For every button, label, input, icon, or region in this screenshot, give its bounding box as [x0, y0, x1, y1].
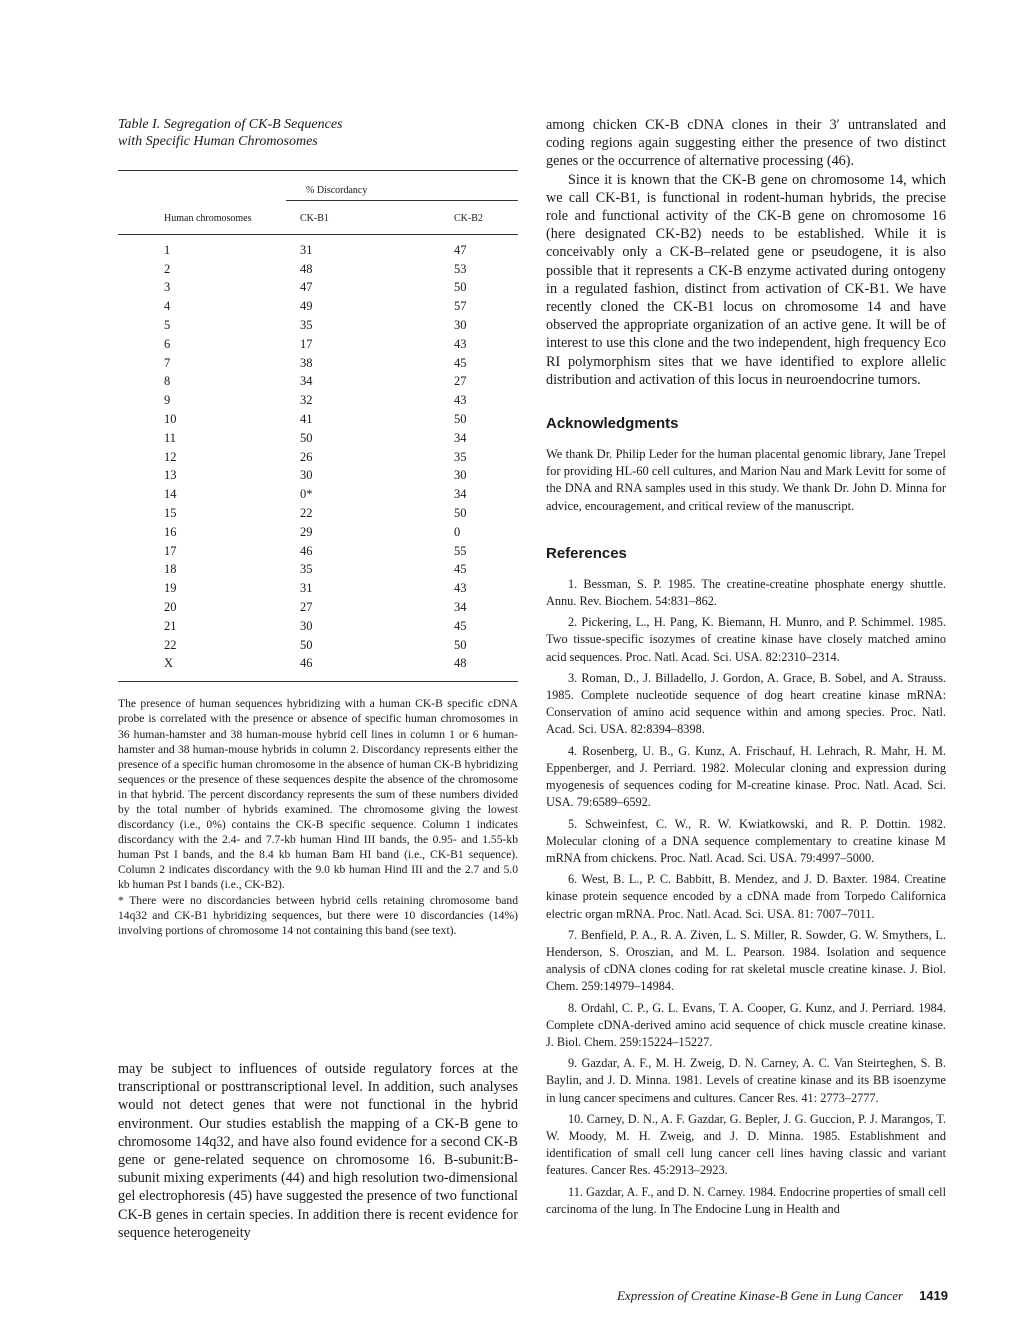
- acknowledgments-heading: Acknowledgments: [546, 415, 679, 433]
- ck-b2-cell: 43: [454, 581, 467, 596]
- ck-b1-cell: 27: [300, 600, 313, 615]
- table-row: [118, 636, 518, 655]
- table-row: [118, 504, 518, 523]
- ck-b2-cell: 47: [454, 242, 467, 257]
- ck-b1-cell: 46: [300, 543, 313, 558]
- column-header-ck-b2: CK-B2: [402, 201, 518, 235]
- chromosome-cell: 7: [164, 355, 171, 370]
- page-footer: [560, 1288, 948, 1304]
- ck-b2-cell: 53: [454, 261, 467, 276]
- ck-b1-cell: 48: [300, 261, 313, 276]
- ck-b2-cell: 0: [454, 524, 461, 539]
- right-column: [546, 116, 946, 1222]
- table-title-line-2: with Specific Human Chromosomes: [118, 134, 318, 149]
- table-row: [118, 410, 518, 429]
- ck-b2-cell: 35: [454, 449, 467, 464]
- chromosome-cell: 21: [164, 618, 177, 633]
- table-row: [118, 617, 518, 636]
- chromosome-cell: 18: [164, 562, 177, 577]
- chromosome-cell: 16: [164, 524, 177, 539]
- ck-b2-cell: 48: [454, 656, 467, 671]
- reference-item: 1. Bessman, S. P. 1985. The creatine-creatine phosphate energy shuttle. Annu. Rev. Biochem. 54:831–862.: [546, 576, 946, 609]
- ck-b2-cell: 50: [454, 280, 467, 295]
- table-title-line-1: Table I. Segregation of CK-B Sequences: [118, 117, 343, 132]
- column-header-ck-b1: CK-B1: [286, 201, 402, 235]
- chromosome-cell: 3: [164, 280, 171, 295]
- table-row: [118, 429, 518, 448]
- chromosome-cell: 2: [164, 261, 171, 276]
- ck-b1-cell: 38: [300, 355, 313, 370]
- table-row: [118, 542, 518, 561]
- column-header-chromosomes: Human chromosomes: [118, 201, 286, 235]
- ck-b2-cell: 57: [454, 299, 467, 314]
- table-row: [118, 579, 518, 598]
- table-row: [118, 655, 518, 682]
- table-row: [118, 297, 518, 316]
- acknowledgments-text: We thank Dr. Philip Leder for the human placental genomic library, Jane Trepel for providing HL-60 cell cultures, and Marion Nau and Mark Levitt for some of the DNA and RNA samples used in this study. We thank Dr. John D. Minna for advice, encouragement, and critical review of the manuscript.: [546, 447, 946, 513]
- table-row: [118, 235, 518, 260]
- table-body: [118, 235, 518, 682]
- ck-b2-cell: 50: [454, 506, 467, 521]
- table-row: [118, 391, 518, 410]
- chromosome-cell: 5: [164, 318, 171, 333]
- table-caption: The presence of human sequences hybridizing with a human CK-B specific cDNA probe is correlated with the presence or absence of specific human chromosomes in 36 human-hamster and 38 human-mouse hybrid cell lines in column 1 or 6 human-hamster and 38 human-mouse hybrids in column 2. Discordancy represents either the presence of a specific human chromosome in the absence of human CK-B hybridizing sequences or the presence of these sequences despite the absence of the chromosome in that hybrid. The percent discordancy represents the sum of these numbers divided by the total number of hybrids examined. The chromosome giving the lowest discordancy (i.e., 0%) contains the CK-B specific sequence. Column 1 indicates discordancy with the 2.4- and 7.7-kb human Hind III bands, the 0.95- and 1.55-kb human Pst I bands, and the 8.4 kb human Bam HI band (i.e., CK-B1 sequence). Column 2 indicates discordancy with the 9.0 kb human Hind III and the 2.7 and 5.0 kb human Pst I bands (i.e., CK-B2).: [118, 697, 518, 892]
- body-paragraph-right-1: among chicken CK-B cDNA clones in their 3′ untranslated and coding regions again suggesting either the presence of two distinct genes or the occurrence of alternative processing (46).: [546, 117, 946, 170]
- chromosome-cell: 11: [164, 430, 177, 445]
- chromosome-cell: 12: [164, 449, 177, 464]
- chromosome-cell: 19: [164, 581, 177, 596]
- references-list: [546, 576, 946, 1218]
- chromosome-cell: 22: [164, 637, 177, 652]
- table-row: [118, 467, 518, 486]
- table-title: [118, 116, 518, 150]
- ck-b2-cell: 45: [454, 562, 467, 577]
- ck-b1-cell: 47: [300, 280, 313, 295]
- ck-b2-cell: 45: [454, 355, 467, 370]
- reference-item: 2. Pickering, L., H. Pang, K. Biemann, H. Munro, and P. Schimmel. 1985. Two tissue-specific isozymes of creatine kinase have closely matched amino acid sequences. Proc. Natl. Acad. Sci. USA. 82:2310–2314.: [546, 615, 946, 664]
- table-row: [118, 279, 518, 298]
- ck-b1-cell: 31: [300, 581, 313, 596]
- ck-b1-cell: 22: [300, 506, 313, 521]
- table-row: [118, 260, 518, 279]
- body-paragraph-left: may be subject to influences of outside regulatory forces at the transcriptional or posttranscriptional level. In addition, such analyses would not detect genes that were not functional in the hybrid environment. Our studies establish the mapping of a CK-B gene to chromosome 14q32, and have also found evidence for a second CK-B gene or gene-related sequence on chromosome 16. B-subunit:B-subunit mixing experiments (44) and high resolution two-dimensional gel electrophoresis (45) have suggested the presence of two functional CK-B genes in certain species. In addition there is recent evidence for sequence heterogeneity: [118, 1061, 518, 1241]
- ck-b2-cell: 50: [454, 637, 467, 652]
- chromosome-cell: 13: [164, 468, 177, 483]
- table-row: [118, 598, 518, 617]
- ck-b2-cell: 55: [454, 543, 467, 558]
- chromosome-cell: 10: [164, 412, 177, 427]
- ck-b2-cell: 27: [454, 374, 467, 389]
- reference-item: 4. Rosenberg, U. B., G. Kunz, A. Frischauf, H. Lehrach, R. Mahr, H. M. Eppenberger, and J. Perriard. 1982. Molecular cloning and expression during myogenesis of sequences coding for M-creatine kinase. Proc. Natl. Acad. Sci. USA. 79:6589–6592.: [546, 743, 946, 810]
- ck-b2-cell: 43: [454, 393, 467, 408]
- ck-b1-cell: 34: [300, 374, 313, 389]
- ck-b1-cell: 49: [300, 299, 313, 314]
- reference-item: 8. Ordahl, C. P., G. L. Evans, T. A. Cooper, G. Kunz, and J. Perriard. 1984. Complete cDNA-derived amino acid sequence of chick muscle creatine kinase. J. Biol. Chem. 259:15224–15227.: [546, 1000, 946, 1049]
- ck-b1-cell: 35: [300, 318, 313, 333]
- segregation-table: [118, 170, 518, 682]
- reference-item: 7. Benfield, P. A., R. A. Ziven, L. S. Miller, R. Sowder, G. W. Smythers, L. Henderson, S. Oroszian, and M. L. Pearson. 1984. Isolation and sequence analysis of cDNA clones coding for rat skeletal muscle creatine kinase. J. Biol. Chem. 259:14979–14984.: [546, 927, 946, 994]
- ck-b2-cell: 34: [454, 600, 467, 615]
- ck-b2-cell: 50: [454, 412, 467, 427]
- ck-b1-cell: 50: [300, 637, 313, 652]
- chromosome-cell: 9: [164, 393, 171, 408]
- table-footnote: * There were no discordancies between hybrid cells retaining chromosome band 14q32 and CK-B1 hybridizing sequences, but there were 10 discordancies (14%) involving portions of chromosome 14 not containing this band (see text).: [118, 893, 518, 937]
- chromosome-cell: 1: [164, 242, 171, 257]
- table-row: [118, 354, 518, 373]
- table-row: [118, 335, 518, 354]
- table-row: [118, 485, 518, 504]
- page-number: 1419: [919, 1288, 948, 1303]
- ck-b1-cell: 30: [300, 618, 313, 633]
- ck-b2-cell: 30: [454, 468, 467, 483]
- chromosome-cell: 14: [164, 487, 177, 502]
- ck-b1-cell: 30: [300, 468, 313, 483]
- ck-b1-cell: 0*: [300, 487, 313, 502]
- body-text-left: [118, 1060, 518, 1242]
- reference-item: 3. Roman, D., J. Billadello, J. Gordon, A. Grace, B. Sobel, and A. Strauss. 1985. Complete nucleotide sequence of dog heart creatine kinase mRNA: Conservation of amino acid sequence within and among species. Proc. Natl. Acad. Sci. USA. 82:8394–8398.: [546, 670, 946, 737]
- ck-b1-cell: 29: [300, 524, 313, 539]
- ck-b1-cell: 41: [300, 412, 313, 427]
- body-paragraph-right-2: Since it is known that the CK-B gene on chromosome 14, which we call CK-B1, is functional in rodent-human hybrids, the precise role and functional activity of the CK-B gene on chromosome 16 (here designated CK-B2) needs to be established. While it is conceivably only a CK-B–related gene or pseudogene, it is also possible that it represents a CK-B enzyme activated during ontogeny in a regulated fashion, distinct from activation of CK-B1. We have recently cloned the CK-B1 locus on chromosome 14 and have observed the appropriate organization of an active gene. It will be of interest to use this clone and the two independent, high frequency Eco RI polymorphism sites that we have identified to explore allelic distribution and activation of this locus in neuroendocrine tumors.: [546, 171, 946, 388]
- chromosome-cell: 17: [164, 543, 177, 558]
- chromosome-cell: 8: [164, 374, 171, 389]
- ck-b2-cell: 34: [454, 430, 467, 445]
- ck-b1-cell: 26: [300, 449, 313, 464]
- chromosome-cell: 15: [164, 506, 177, 521]
- reference-item: 6. West, B. L., P. C. Babbitt, B. Mendez, and J. D. Baxter. 1984. Creatine kinase protein sequence encoded by a cDNA made from Torpedo Californica electric organ mRNA. Proc. Natl. Acad. Sci. USA. 81: 7007–7011.: [546, 872, 946, 921]
- chromosome-cell: 4: [164, 299, 171, 314]
- ck-b1-cell: 35: [300, 562, 313, 577]
- reference-item: 5. Schweinfest, C. W., R. W. Kwiatkowski, and R. P. Dottin. 1982. Molecular cloning of a DNA sequence complementary to creatine kinase M mRNA from chickens. Proc. Natl. Acad. Sci. USA. 79:4997–5000.: [546, 816, 946, 865]
- ck-b2-cell: 30: [454, 318, 467, 333]
- reference-item: 11. Gazdar, A. F., and D. N. Carney. 1984. Endocrine properties of small cell carcinoma of the lung. In The Endocine Lung in Health and: [546, 1184, 946, 1216]
- footer-running-title: Expression of Creatine Kinase-B Gene in Lung Cancer: [616, 1288, 904, 1303]
- ck-b1-cell: 17: [300, 336, 313, 351]
- ck-b1-cell: 31: [300, 242, 313, 257]
- reference-item: 9. Gazdar, A. F., M. H. Zweig, D. N. Carney, A. C. Van Steirteghen, S. B. Baylin, and J. D. Minna. 1981. Levels of creatine kinase and its BB isoenzyme in lung cancer specimens and cultures. Cancer Res. 41: 2773–2777.: [546, 1056, 946, 1105]
- discordancy-header: % Discordancy: [286, 171, 518, 201]
- table-row: [118, 373, 518, 392]
- references-heading: References: [546, 544, 627, 562]
- ck-b2-cell: 43: [454, 336, 467, 351]
- table-row: [118, 316, 518, 335]
- table-row: [118, 561, 518, 580]
- ck-b1-cell: 46: [300, 656, 313, 671]
- ck-b1-cell: 50: [300, 430, 313, 445]
- chromosome-cell: X: [164, 656, 174, 671]
- chromosome-cell: 20: [164, 600, 177, 615]
- ck-b2-cell: 45: [454, 618, 467, 633]
- table-section: [118, 116, 518, 938]
- ck-b2-cell: 34: [454, 487, 467, 502]
- reference-item: 10. Carney, D. N., A. F. Gazdar, G. Bepler, J. G. Guccion, P. J. Marangos, T. W. Moody, M. H. Zweig, and J. D. Minna. 1985. Establishment and identification of small cell lung cancer cell lines having classic and variant features. Cancer Res. 45:2913–2923.: [546, 1111, 946, 1178]
- chromosome-cell: 6: [164, 336, 171, 351]
- ck-b1-cell: 32: [300, 393, 313, 408]
- table-row: [118, 523, 518, 542]
- table-row: [118, 448, 518, 467]
